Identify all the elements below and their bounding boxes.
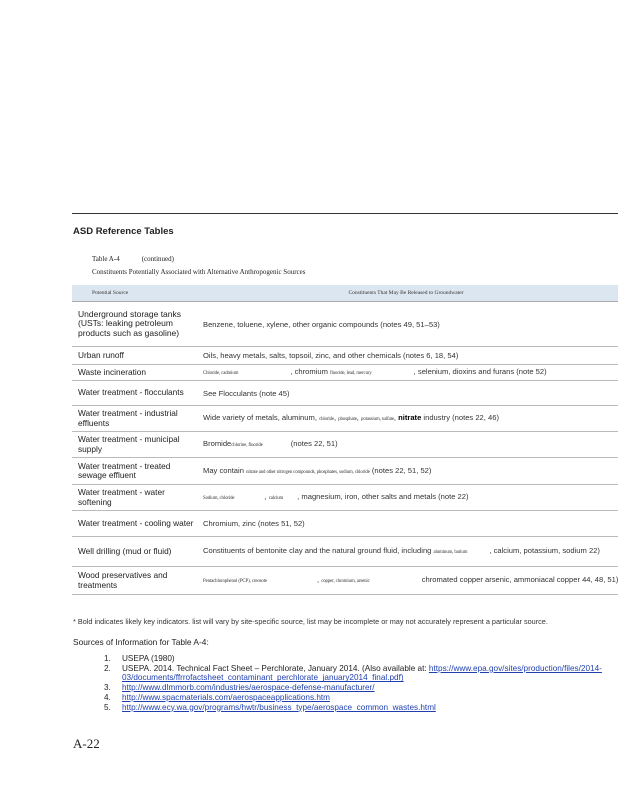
row-source: Waste incineration	[72, 365, 194, 381]
row-source: Water treatment - municipal supply	[72, 432, 194, 458]
row-source: Water treatment - treated sewage effluent	[72, 458, 194, 485]
source-link[interactable]: http://www.spacmaterials.com/aerospaceapplications.htm	[122, 692, 330, 702]
list-item: 3. http://www.dlmmorb.com/industries/aerospace-defense-manufacturer/	[104, 683, 375, 693]
table-caption: Constituents Potentially Associated with Alternative Anthropogenic Sources	[92, 268, 306, 276]
table-footnote: * Bold indicates likely key indicators. list will vary by site-specific source, list may be incomplete or may not accurately represent a particular source.	[73, 617, 548, 626]
row-source: Wood preservatives and treatments	[72, 567, 194, 595]
source-link[interactable]: http://www.ecy.wa.gov/programs/hwtr/business_type/aerospace_common_wastes.html	[122, 702, 436, 712]
row-constituents: Bromidechlorine, fluoride (notes 22, 51)	[194, 432, 618, 458]
table-row	[72, 365, 618, 381]
list-item: 2. USEPA. 2014. Technical Fact Sheet – Perchlorate, January 2014. (Also available at: https://www.epa.gov/sites/production/files/2014-03/documents/ffrrofactsheet_contaminant_perchlorate_january2014_final.pdf)	[104, 663, 602, 683]
row-source: Water treatment - flocculants	[72, 381, 194, 406]
row-constituents: Sodium, chloride , calcium , magnesium, iron, other salts and metals (note 22)	[194, 485, 618, 511]
table-row	[72, 485, 618, 511]
table-continued: (continued)	[141, 255, 174, 263]
table-row	[72, 567, 618, 595]
row-constituents: Benzene, toluene, xylene, other organic compounds (notes 49, 51–53)	[194, 302, 618, 347]
header-rule	[72, 213, 618, 214]
row-constituents: Constituents of bentonite clay and the natural ground fluid, including aluminum, barium , calcium, potassium, sodium 22)	[194, 537, 618, 567]
row-source: Well drilling (mud or fluid)	[72, 537, 194, 567]
page-number: A-22	[73, 736, 100, 751]
row-constituents: Wide variety of metals, aluminum, chloride, phosphate, potassium, sulfate, nitrate industry (notes 22, 46)	[194, 406, 618, 432]
sources-heading: Sources of Information for Table A-4:	[73, 637, 209, 647]
table-row	[72, 537, 618, 567]
col-header-constituents: Constituents That May Be Released to Groundwater	[194, 285, 618, 302]
row-source: Underground storage tanks (USTs: leaking petroleum products such as gasoline)	[72, 302, 194, 347]
list-item: 5. http://www.ecy.wa.gov/programs/hwtr/business_type/aerospace_common_wastes.html	[104, 702, 436, 712]
row-source: Water treatment - industrial effluents	[72, 406, 194, 432]
row-constituents: Chromium, zinc (notes 51, 52)	[194, 511, 618, 537]
table-label: Table A-4	[92, 255, 120, 263]
row-constituents: Pentachlorophenol (PCP), creosote , copper, chromium, arsenic chromated copper arsenic, ammoniacal copper 44, 48, 51)	[194, 567, 618, 595]
row-constituents: Oils, heavy metals, salts, topsoil, zinc, and other chemicals (notes 6, 18, 54)	[194, 347, 618, 365]
table-label-line	[92, 255, 174, 263]
table-row	[72, 511, 618, 537]
row-constituents: Chloride, cadmium , chromium fluoride, lead, mercury , selenium, dioxins and furans (note 52)	[194, 365, 618, 381]
source-link[interactable]: http://www.dlmmorb.com/industries/aerospace-defense-manufacturer/	[122, 683, 375, 693]
col-header-source: Potential Source	[72, 285, 194, 302]
list-item: 1. USEPA (1980)	[104, 654, 175, 663]
table-header-row	[72, 285, 618, 302]
row-constituents: May contain nitrate and other nitrogen compounds, phosphates, sodium, chloride (notes 22, 51, 52)	[194, 458, 618, 485]
table-row	[72, 302, 618, 347]
row-source: Urban runoff	[72, 347, 194, 365]
table-row	[72, 458, 618, 485]
constituents-table	[72, 285, 618, 595]
section-title: ASD Reference Tables	[73, 226, 174, 237]
sources-list	[104, 654, 618, 712]
table-row	[72, 432, 618, 458]
table-row	[72, 381, 618, 406]
row-source: Water treatment - water softening	[72, 485, 194, 511]
table-row	[72, 406, 618, 432]
row-source: Water treatment - cooling water	[72, 511, 194, 537]
row-constituents: See Flocculants (note 45)	[194, 381, 618, 406]
table-row	[72, 347, 618, 365]
list-item: 4. http://www.spacmaterials.com/aerospaceapplications.htm	[104, 692, 330, 702]
source-link[interactable]: https://www.epa.gov/sites/production/files/2014-03/documents/ffrrofactsheet_contaminant_perchlorate_january2014_final.pdf)	[122, 663, 602, 683]
